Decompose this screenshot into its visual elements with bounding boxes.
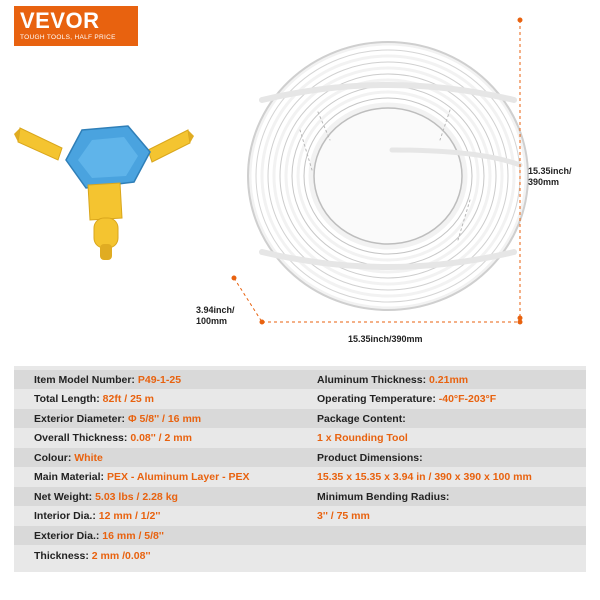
spec-overall-thickness: Overall Thickness: 0.08'' / 2 mm [34, 432, 192, 444]
spec-colour: Colour: White [34, 452, 103, 464]
spec-aluminum-thickness: Aluminum Thickness: 0.21mm [317, 374, 469, 386]
brand-tagline: TOUGH TOOLS, HALF PRICE [20, 34, 116, 41]
depth-dimension-label: 3.94inch/ 100mm [196, 305, 235, 326]
spec-min-bending-radius-label: Minimum Bending Radius: [317, 491, 450, 503]
spec-interior-dia: Interior Dia.: 12 mm / 1/2'' [34, 510, 161, 522]
spec-exterior-dia: Exterior Dia.: 16 mm / 5/8'' [34, 530, 164, 542]
spec-min-bending-radius-value: 3'' / 75 mm [317, 510, 370, 522]
height-dimension-label: 15.35inch/ 390mm [528, 166, 572, 187]
width-dimension-label: 15.35inch/390mm [348, 334, 423, 344]
spec-package-content-label: Package Content: [317, 413, 406, 425]
spec-product-dimensions-label: Product Dimensions: [317, 452, 423, 464]
spec-exterior-diameter: Exterior Diameter: Φ 5/8'' / 16 mm [34, 413, 202, 425]
brand-name: VEVOR [20, 8, 100, 33]
spec-table [14, 366, 586, 572]
pex-pipe-coil-image [248, 42, 528, 310]
rounding-tool-image [14, 126, 194, 260]
spec-total-length: Total Length: 82ft / 25 m [34, 393, 154, 405]
spec-operating-temperature: Operating Temperature: -40°F-203°F [317, 393, 497, 405]
spec-net-weight: Net Weight: 5.03 lbs / 2.28 kg [34, 491, 178, 503]
spec-main-material: Main Material: PEX - Aluminum Layer - PEX [34, 471, 250, 483]
spec-item-model: Item Model Number: P49-1-25 [34, 374, 182, 386]
spec-package-content-value: 1 x Rounding Tool [317, 432, 408, 444]
spec-thickness: Thickness: 2 mm /0.08'' [34, 550, 151, 562]
spec-product-dimensions-value: 15.35 x 15.35 x 3.94 in / 390 x 390 x 100 mm [317, 471, 532, 483]
